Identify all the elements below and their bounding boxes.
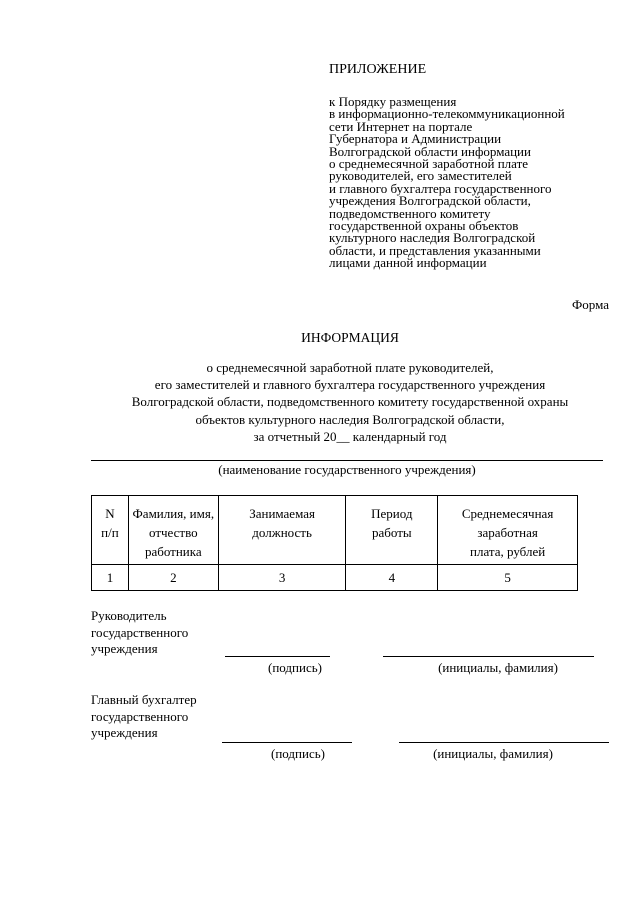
appendix-line: Губернатора и Администрации bbox=[329, 131, 502, 147]
head-signature-caption: (подпись) bbox=[268, 660, 322, 675]
appendix-line: государственной охраны объектов bbox=[329, 218, 519, 234]
column-number: 2 bbox=[128, 565, 218, 591]
appendix-line: культурного наследия Волгоградской bbox=[329, 230, 536, 246]
column-number: 1 bbox=[92, 565, 129, 591]
header-period: Период работы bbox=[346, 496, 438, 565]
appendix-line: учреждения Волгоградской области, bbox=[329, 193, 531, 209]
head-signature-label: Руководитель государственного учреждения bbox=[91, 608, 189, 656]
table-row bbox=[92, 565, 578, 591]
table-header-row bbox=[92, 496, 578, 565]
header-number: N п/п bbox=[92, 496, 129, 565]
institution-name-line bbox=[91, 460, 603, 461]
appendix-line: сети Интернет на портале bbox=[329, 118, 473, 134]
appendix-line: области, и представления указанными bbox=[329, 242, 541, 258]
head-name-caption: (инициалы, фамилия) bbox=[438, 660, 558, 675]
salary-table bbox=[91, 495, 578, 591]
appendix-line: руководителей, его заместителей bbox=[329, 168, 512, 184]
appendix-line: и главного бухгалтера государственного bbox=[329, 180, 552, 196]
appendix-line: подведомственного комитету bbox=[329, 205, 491, 221]
column-number: 4 bbox=[346, 565, 438, 591]
document-title: ИНФОРМАЦИЯ bbox=[301, 330, 399, 345]
appendix-description bbox=[329, 96, 565, 270]
institution-caption: (наименование государственного учреждения) bbox=[218, 462, 476, 477]
column-number: 5 bbox=[438, 565, 578, 591]
header-average-salary: Среднемесячная заработная плата, рублей bbox=[438, 496, 578, 565]
header-position: Занимаемая должность bbox=[218, 496, 346, 565]
appendix-line: в информационно-телекоммуникационной bbox=[329, 106, 565, 122]
document-subtitle bbox=[30, 359, 640, 445]
accountant-name-line bbox=[399, 742, 609, 743]
subtitle-line: за отчетный 20__ календарный год bbox=[253, 428, 447, 444]
appendix-line: к Порядку размещения bbox=[329, 94, 457, 109]
head-name-line bbox=[383, 656, 594, 657]
subtitle-line: Волгоградской области, подведомственного комитету государственной охраны bbox=[131, 394, 569, 410]
accountant-signature-caption: (подпись) bbox=[271, 746, 325, 761]
accountant-signature-label: Главный бухгалтер государственного учреждения bbox=[91, 692, 197, 740]
column-number: 3 bbox=[218, 565, 346, 591]
subtitle-line: его заместителей и главного бухгалтера государственного учреждения bbox=[154, 377, 546, 393]
subtitle-line: о среднемесячной заработной плате руководителей, bbox=[206, 360, 494, 375]
accountant-signature-line bbox=[222, 742, 352, 743]
head-signature-line bbox=[225, 656, 330, 657]
form-label: Форма bbox=[572, 297, 609, 312]
appendix-title: ПРИЛОЖЕНИЕ bbox=[329, 62, 427, 77]
appendix-line: о среднемесячной заработной плате bbox=[329, 156, 529, 172]
accountant-name-caption: (инициалы, фамилия) bbox=[433, 746, 553, 761]
header-full-name: Фамилия, имя, отчество работника bbox=[128, 496, 218, 565]
appendix-line: лицами данной информации bbox=[329, 255, 487, 271]
subtitle-line: объектов культурного наследия Волгоградской области, bbox=[195, 411, 505, 427]
appendix-line: Волгоградской области информации bbox=[329, 143, 531, 159]
